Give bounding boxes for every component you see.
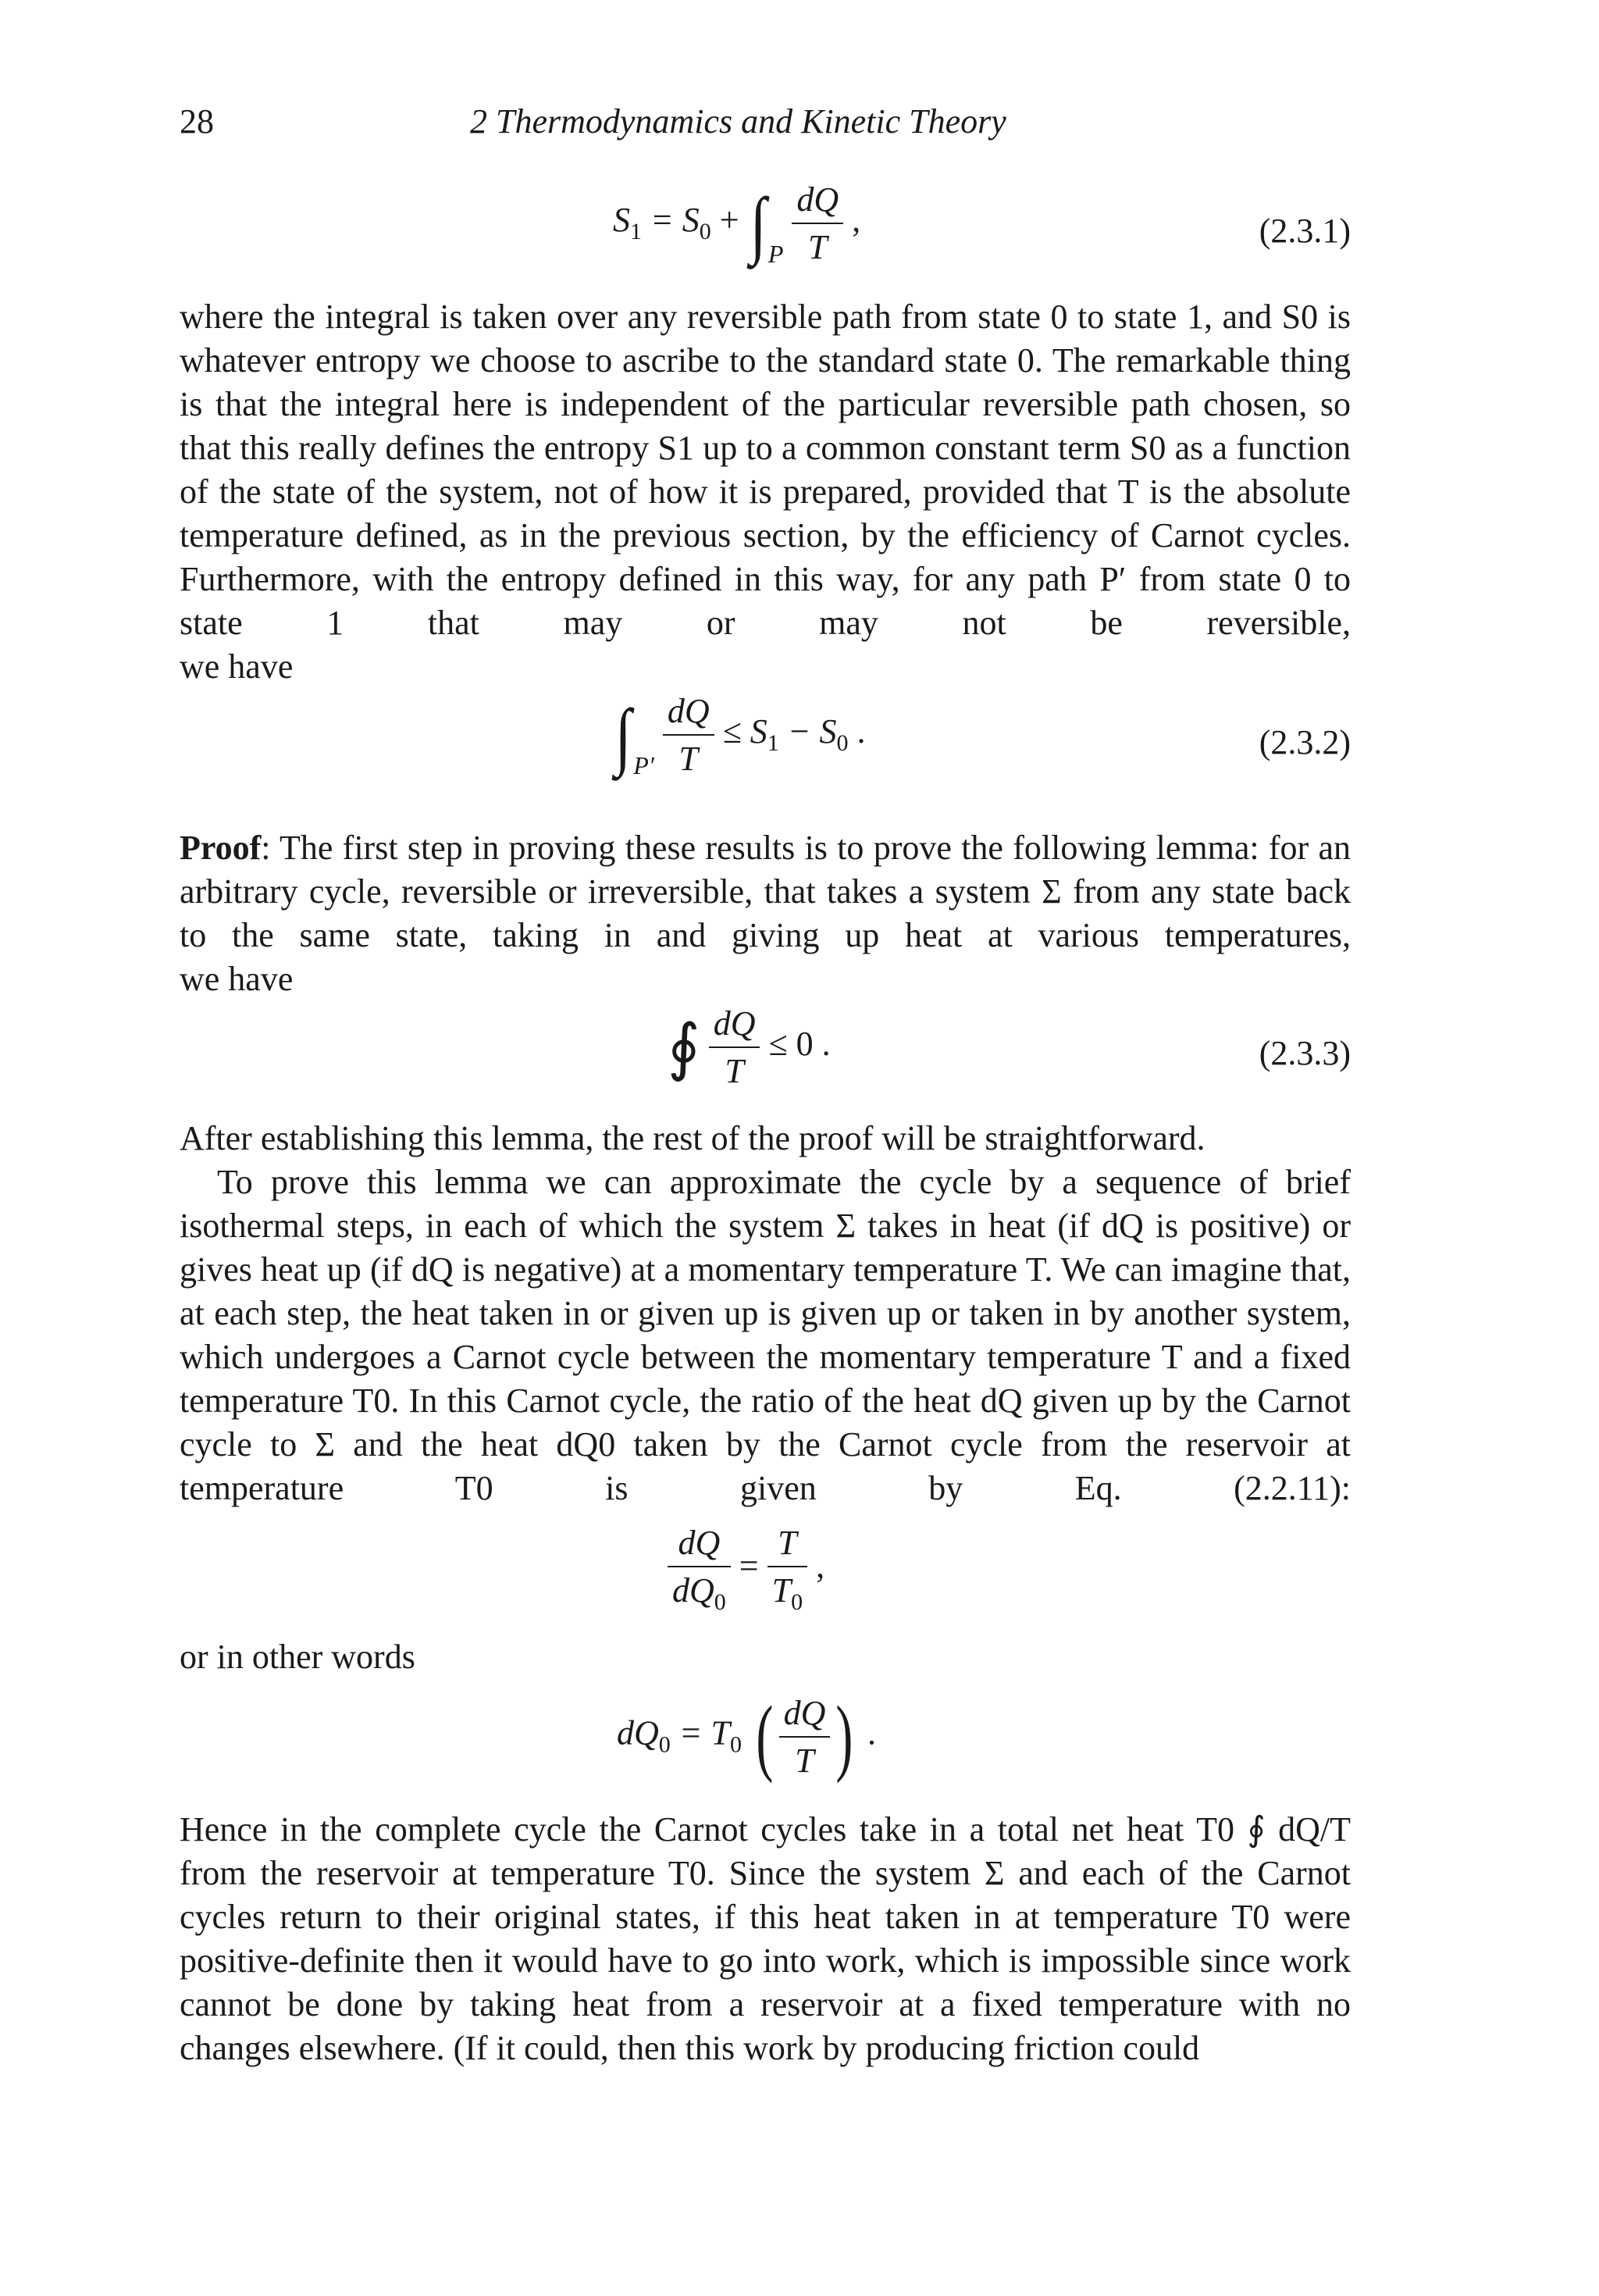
ratio-right-den-sub: 0 xyxy=(791,1589,803,1615)
eq2-den: T xyxy=(678,740,698,778)
equation-number: (2.3.1) xyxy=(1259,212,1351,250)
paragraph-2-end: we have xyxy=(180,960,294,998)
eq2-trail: . xyxy=(856,712,866,751)
ratio-right-fraction xyxy=(767,1523,807,1616)
eq1-num: dQ xyxy=(792,180,843,224)
right-paren: ) xyxy=(835,1688,853,1784)
contour-integral-sign: ∮ xyxy=(668,1014,700,1082)
eq3-rhs: ≤ 0 . xyxy=(768,1025,831,1064)
paragraph-1-end: we have xyxy=(180,647,294,686)
paragraph-2 xyxy=(180,826,1351,957)
dq0-lhs-sub: 0 xyxy=(658,1731,671,1758)
paragraph-3: After establishing this lemma, the rest of the proof will be straightforward. xyxy=(180,1119,1205,1157)
eq1-rhs-sub: 0 xyxy=(699,219,711,245)
paragraph-1: where the integral is taken over any reversible path from state 0 to state 1, and S0 is whatever entropy we choose to ascribe to the standard state 0. The remarkable thing is that the integral here is independent of the particular reversible path chosen, so that this really defines the entropy S1 up to a common constant term S0 as a function of the state of the system, not of how it is prepared, provided that T is the absolute temperature defined, as in the previous section, by the efficiency of Carnot cycles. Furthermore, with the entropy defined in this way, for any path P′ from state 0 to state 1 that may or may not be reversible, xyxy=(180,298,1351,642)
left-paren: ( xyxy=(756,1688,774,1784)
equation-2-3-1 xyxy=(180,180,1351,289)
eq2-fraction xyxy=(663,691,714,779)
eq1-plus: + xyxy=(719,201,739,240)
eq1-lhs-sub: 1 xyxy=(630,219,642,245)
page-number: 28 xyxy=(180,102,214,141)
eq2-int-sub: P′ xyxy=(633,751,654,780)
eq2-num: dQ xyxy=(663,691,714,736)
eq2-minus: − S xyxy=(787,712,837,751)
ratio-right-num: T xyxy=(767,1523,807,1567)
eq2-rhs: ≤ S xyxy=(722,712,767,751)
ratio-left-fraction xyxy=(668,1523,731,1616)
dq0-fraction xyxy=(779,1693,831,1781)
ratio-eqsign: = xyxy=(739,1546,759,1585)
eq1-fraction xyxy=(792,180,843,267)
equation-dq0 xyxy=(180,1687,1351,1796)
eq3-den: T xyxy=(725,1052,744,1090)
eq1-trail: , xyxy=(852,201,861,240)
integral-sign: ∫ xyxy=(614,693,632,777)
paragraph-5: or in other words xyxy=(180,1638,415,1676)
equation-number: (2.3.3) xyxy=(1259,1034,1351,1072)
eq3-num: dQ xyxy=(709,1004,760,1048)
ratio-left-den: dQ xyxy=(672,1571,714,1610)
dq0-t-sub: 0 xyxy=(729,1731,742,1758)
eq1-den: T xyxy=(808,228,828,266)
integral-sign: ∫ xyxy=(750,181,767,266)
ratio-left-num: dQ xyxy=(668,1523,731,1567)
paragraph-6: Hence in the complete cycle the Carnot cycles take in a total net heat T0 ∮ dQ/T from the reservoir at temperature T0. Since the system Σ and each of the Carnot cycles return to their original states, if this heat taken in at temperature T0 were positive-definite then it would have to go into work, which is impossible since work cannot be done by taking heat from a reservoir at a fixed temperature with no changes elsewhere. (If it could, then this work by producing friction could xyxy=(180,1810,1351,2067)
eq1-int-sub: P xyxy=(767,240,784,269)
dq0-lhs: dQ xyxy=(617,1713,659,1752)
equation-ratio xyxy=(180,1523,1351,1624)
dq0-eqsign: = T xyxy=(678,1713,730,1752)
eq1-eqsign: = S xyxy=(650,201,700,240)
eq2-s1-sub: 1 xyxy=(767,730,779,757)
eq1-lhs: S xyxy=(613,201,630,240)
page-header xyxy=(180,102,1351,148)
ratio-trail: , xyxy=(816,1546,825,1585)
equation-2-3-3 xyxy=(180,1004,1351,1105)
equation-number: (2.3.2) xyxy=(1259,723,1351,761)
eq3-fraction xyxy=(709,1004,760,1091)
equation-2-3-2 xyxy=(180,691,1351,800)
eq2-s0-sub: 0 xyxy=(836,730,849,757)
proof-label: Proof xyxy=(180,829,262,867)
paragraph-4: To prove this lemma we can approximate the cycle by a sequence of brief isothermal steps, in each of which the system Σ takes in heat (if dQ is positive) or gives heat up (if dQ is negative) at a momentary temperature T. We can imagine that, at each step, the heat taken in or given up is given up or taken in by another system, which undergoes a Carnot cycle between the momentary temperature T and a fixed temperature T0. In this Carnot cycle, the ratio of the heat dQ given up by the Carnot cycle to Σ and the heat dQ0 taken by the Carnot cycle from the reservoir at temperature T0 is given by Eq. (2.2.11): xyxy=(180,1163,1351,1507)
running-title: 2 Thermodynamics and Kinetic Theory xyxy=(470,102,1006,141)
dq0-trail: . xyxy=(867,1713,877,1752)
ratio-left-den-sub: 0 xyxy=(714,1589,726,1615)
dq0-den: T xyxy=(795,1741,814,1780)
proof-text: : The first step in proving these results is to prove the following lemma: for an arbitrary cycle, reversible or irreversible, that takes a system Σ from any state back to the same state, taking in and giving up heat at various temperatures, xyxy=(180,829,1351,954)
dq0-num: dQ xyxy=(779,1693,831,1738)
ratio-right-den: T xyxy=(771,1571,792,1610)
